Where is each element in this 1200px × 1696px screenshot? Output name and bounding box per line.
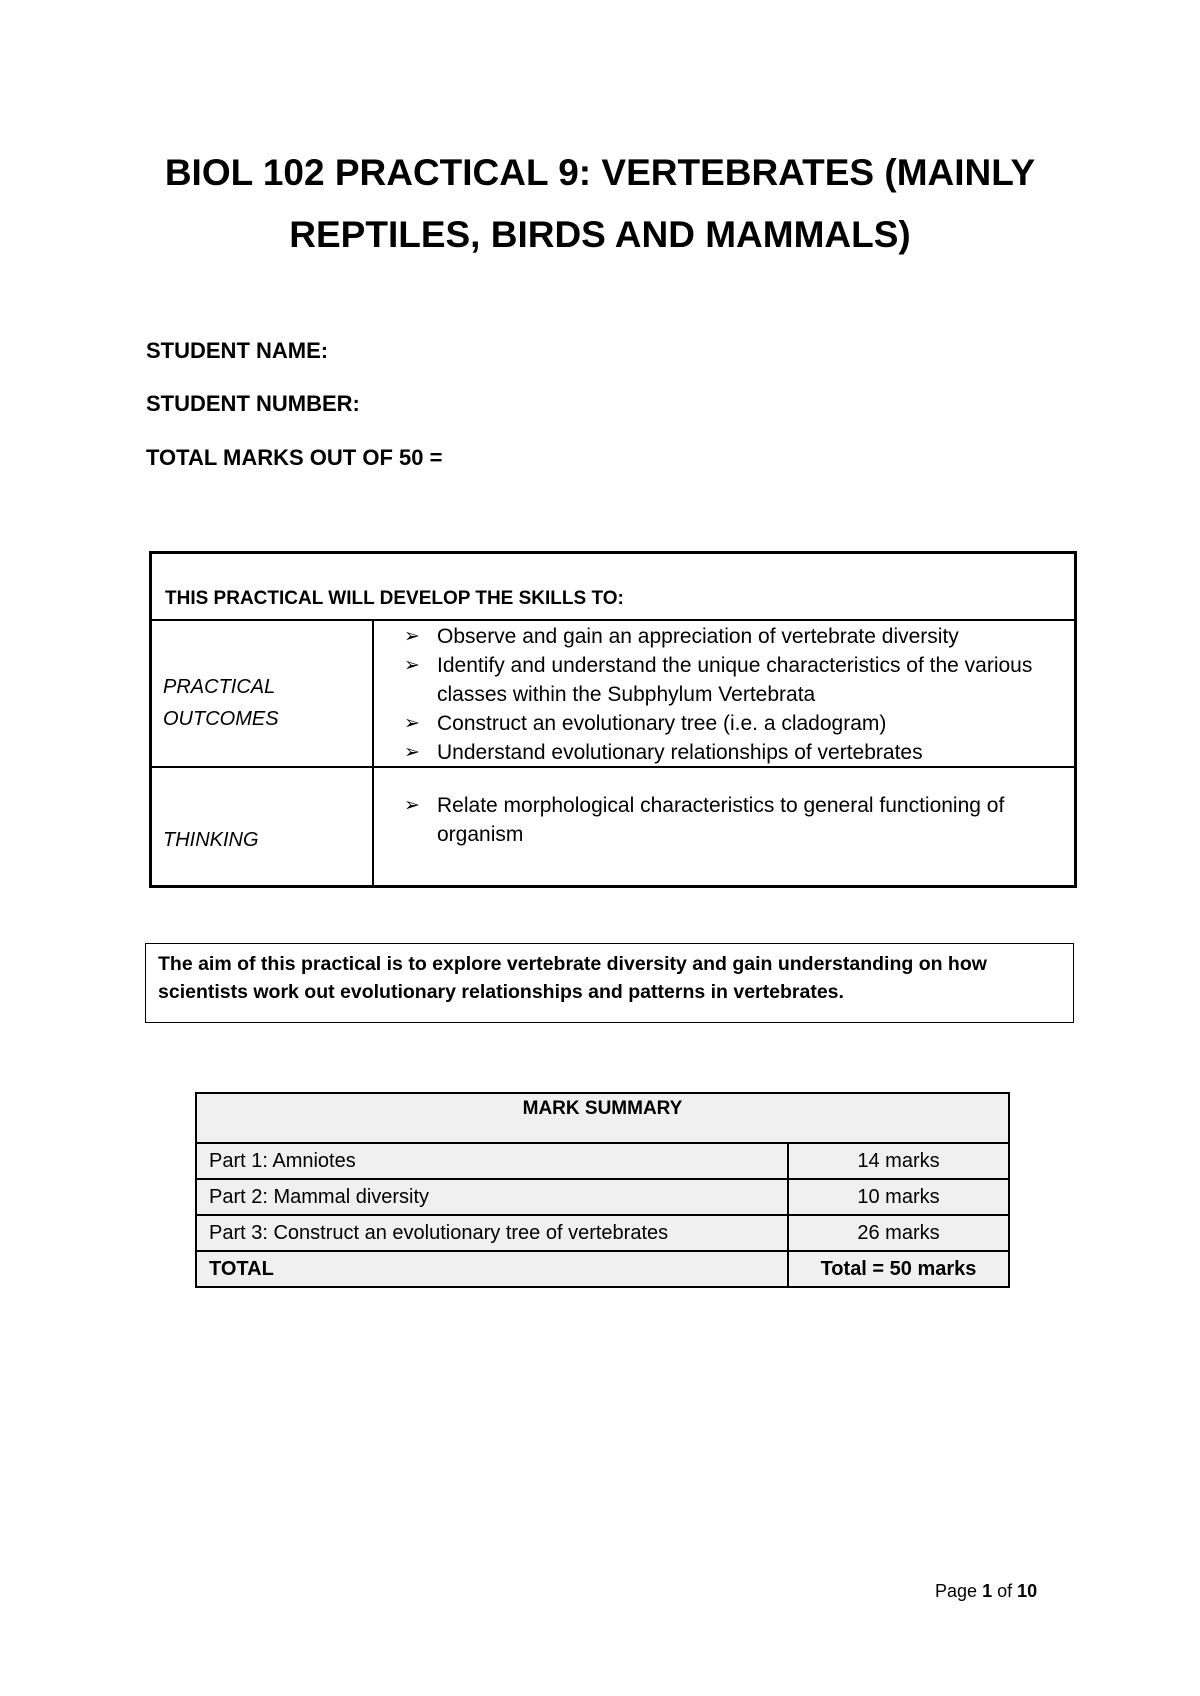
aim-text: The aim of this practical is to explore vertebrate diversity and gain understanding on how scientists work out evolutionary relationships and patterns in vertebrates. <box>158 953 987 1003</box>
row-label-cell <box>152 768 374 885</box>
part-cell: Part 3: Construct an evolutionary tree of vertebrates <box>196 1215 788 1251</box>
total-value-cell: Total = 50 marks <box>788 1251 1009 1287</box>
list-item <box>404 651 1064 709</box>
skills-heading: THIS PRACTICAL WILL DEVELOP THE SKILLS TO: <box>165 588 624 609</box>
list-item <box>404 738 1064 767</box>
table-row <box>196 1215 1009 1251</box>
list-item <box>404 791 1064 849</box>
total-marks-label: TOTAL MARKS OUT OF 50 = <box>146 445 443 470</box>
list-item-text: Identify and understand the unique characteristics of the various classes within the Subphylum Vertebrata <box>437 654 1033 706</box>
list-item <box>404 709 1064 738</box>
part-cell: Part 1: Amniotes <box>196 1143 788 1179</box>
thinking-list <box>404 791 1064 849</box>
marks-cell: 26 marks <box>788 1215 1009 1251</box>
mark-summary-header-row <box>196 1093 1009 1143</box>
arrow-bullet-icon: ➢ <box>404 713 420 734</box>
arrow-bullet-icon: ➢ <box>404 742 420 763</box>
skills-table <box>149 551 1077 888</box>
list-item-text: Relate morphological characteristics to general functioning of organism <box>437 794 1005 846</box>
marks-cell: 14 marks <box>788 1143 1009 1179</box>
arrow-bullet-icon: ➢ <box>404 655 420 676</box>
page-total: 10 <box>1017 1581 1038 1601</box>
arrow-bullet-icon: ➢ <box>404 795 420 816</box>
arrow-bullet-icon: ➢ <box>404 626 420 647</box>
table-row <box>196 1179 1009 1215</box>
page-word: Page <box>935 1581 978 1601</box>
student-number-label: STUDENT NUMBER: <box>146 391 360 416</box>
part-cell: Part 2: Mammal diversity <box>196 1179 788 1215</box>
mark-summary-heading: MARK SUMMARY <box>196 1093 1009 1143</box>
aim-box <box>145 943 1074 1023</box>
of-word: of <box>997 1581 1013 1601</box>
table-row <box>196 1143 1009 1179</box>
list-item-text: Construct an evolutionary tree (i.e. a cladogram) <box>437 712 887 735</box>
mark-summary-table <box>195 1092 1010 1288</box>
list-item-text: Understand evolutionary relationships of vertebrates <box>437 741 923 764</box>
row-label-line: PRACTICAL <box>163 676 276 698</box>
list-item-text: Observe and gain an appreciation of vertebrate diversity <box>437 625 959 648</box>
page-current: 1 <box>982 1581 993 1601</box>
document-title <box>100 142 1100 266</box>
marks-cell: 10 marks <box>788 1179 1009 1215</box>
title-line-2: REPTILES, BIRDS AND MAMMALS) <box>289 214 911 255</box>
skills-row-thinking <box>152 768 1074 885</box>
list-item <box>404 622 1064 651</box>
row-label-line: OUTCOMES <box>163 708 279 730</box>
title-line-1: BIOL 102 PRACTICAL 9: VERTEBRATES (MAINLY <box>164 152 1036 193</box>
skills-table-header <box>152 554 1074 621</box>
outcomes-list <box>404 622 1064 767</box>
total-label-cell: TOTAL <box>196 1251 788 1287</box>
row-label-line: THINKING <box>163 829 259 851</box>
total-row <box>196 1251 1009 1287</box>
page-number <box>935 1581 1037 1602</box>
row-label-cell <box>152 621 374 766</box>
skills-row-practical-outcomes <box>152 621 1074 768</box>
student-name-label: STUDENT NAME: <box>146 338 329 363</box>
